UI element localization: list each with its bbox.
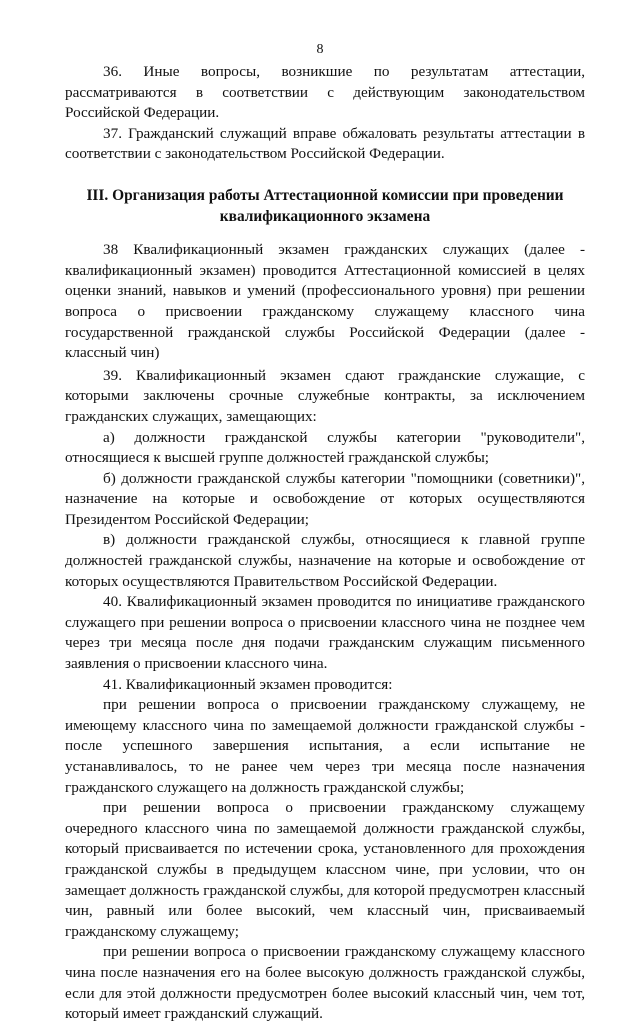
paragraph-41-item-1: при решении вопроса о присвоении гражданскому служащему, не имеющему классного чина по замещаемой должности гражданской службы - после успешного завершения испытания, а если испытание не устанавливалось, то не ранее чем через три месяца после назначения гражданского служащего на должность гражданской службы; [65,696,585,796]
paragraph-39-v: в) должности гражданской службы, относящиеся к главной группе должностей гражданской службы, назначение на которые и освобождение от которых осуществляются Правительством Российской Федерации. [65,531,585,590]
paragraph-38: 38 Квалификационный экзамен гражданских служащих (далее - квалификационный экзамен) проводится Аттестационной комиссией в целях оценки знаний, навыков и умений (профессионального уровня) при решении вопроса о присвоении гражданскому служащему классного чина государственной гражданской службы Российской Федерации (далее - классный чин) [65,241,585,362]
page-number: 8 [316,42,324,57]
section-heading: III. Организация работы Аттестационной комиссии при проведении квалификационного экзамена [86,186,564,225]
paragraph-41-item-3: при решении вопроса о присвоении гражданскому служащему классного чина после назначения его на более высокую должность гражданской службы, если для этой должности предусмотрен более высокий классный чин, чем тот, который имеет гражданский служащий. [65,943,585,1023]
paragraph-41: 41. Квалификационный экзамен проводится: [103,675,393,693]
paragraph-39-a: а) должности гражданской службы категории "руководители", относящиеся к высшей группе должностей гражданской службы; [65,428,585,467]
paragraph-39-b: б) должности гражданской службы категории "помощники (советники)", назначение на которые и освобождение от которых осуществляются Президентом Российской Федерации; [65,469,585,528]
paragraph-41-item-2: при решении вопроса о присвоении гражданскому служащему очередного классного чина по замещаемой должности гражданской службы, который присваивается по истечении срока, установленного для прохождения гражданской службы в предыдущем классном чине, при условии, что он замещает должность гражданской службы, для которой предусмотрен классный чин, равный или более высокий, чем классный чин, присваиваемый гражданскому служащему; [65,799,585,940]
document-body [65,62,585,1025]
paragraph-40: 40. Квалификационный экзамен проводится по инициативе гражданского служащего при решении вопроса о присвоении классного чина не позднее чем через три месяца после дня подачи гражданским служащим письменного заявления о присвоении классного чина. [65,593,585,673]
paragraph-39: 39. Квалификационный экзамен сдают гражданские служащие, с которыми заключены срочные служебные контракты, за исключением гражданских служащих, замещающих: [65,366,585,425]
paragraph-36: 36. Иные вопросы, возникшие по результатам аттестации, рассматриваются в соответствии с действующим законодательством Российской Федерации. [65,63,585,122]
paragraph-37: 37. Гражданский служащий вправе обжаловать результаты аттестации в соответствии с законодательством Российской Федерации. [65,124,585,163]
